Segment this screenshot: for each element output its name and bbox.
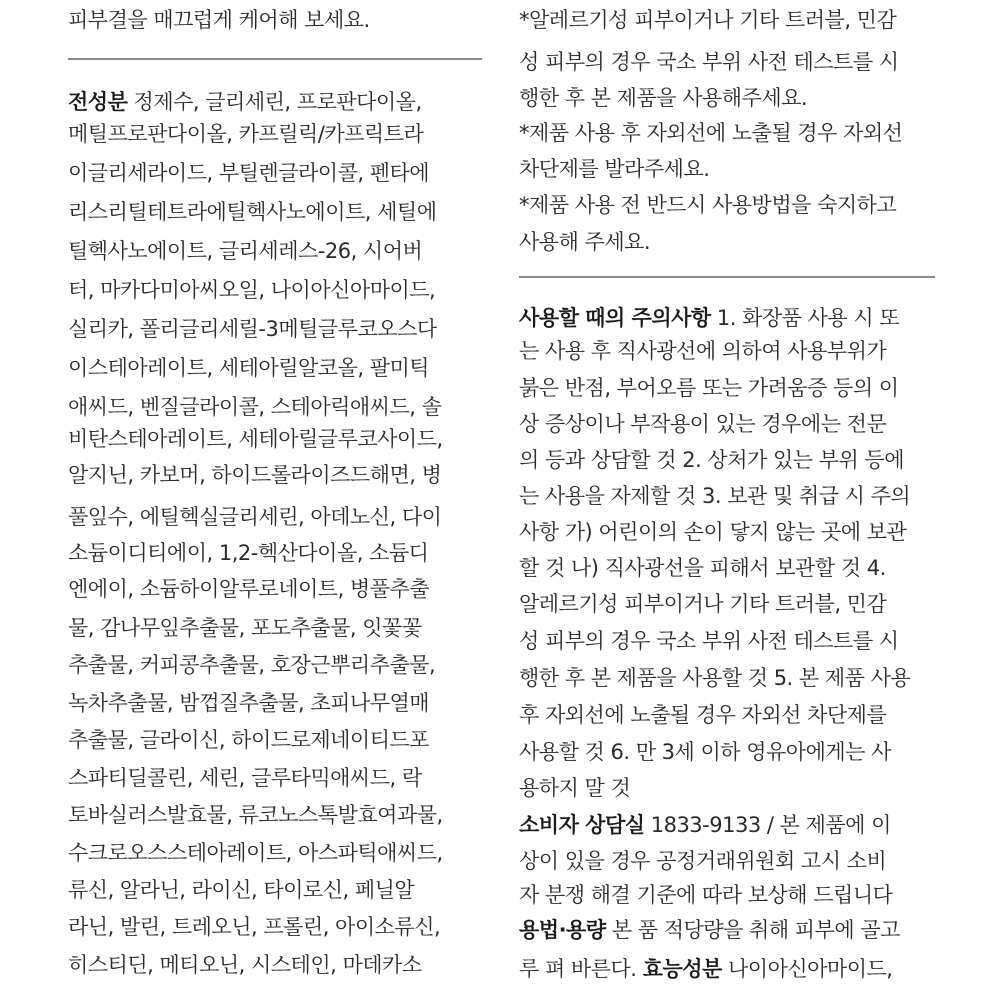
ingredients-line: 틸헥사노에이트, 글리세레스-26, 시어버 <box>68 239 423 263</box>
efficacy-text: 나이아신아마이드, <box>728 957 893 981</box>
caution-line: 의 등과 상담할 것 2. 상처가 있는 부위 등에 <box>519 448 905 472</box>
left-column <box>68 0 482 1000</box>
consumer-heading: 소비자 상담실 <box>519 813 645 837</box>
caution-line: 할 것 나) 직사광선을 피해서 보관할 것 4. <box>519 556 886 580</box>
consumer-line: 소비자 상담실 1833-9133 / 본 제품에 이 <box>519 813 891 837</box>
notice-line: 성 피부의 경우 국소 부위 사전 테스트를 시 <box>519 50 899 74</box>
consumer-line: 자 분쟁 해결 기준에 따라 보상해 드립니다 <box>519 883 893 907</box>
ingredients-line: 풀잎수, 에틸헥실글리세린, 아데노신, 다이 <box>68 505 442 529</box>
ingredients-line: 실리카, 폴리글리세릴-3메틸글루코오스다 <box>68 317 437 341</box>
notice-line: 차단제를 발라주세요. <box>519 157 710 181</box>
ingredients-line: 이스테아레이트, 세테아릴알코올, 팔미틱 <box>68 356 430 380</box>
caution-line: 붉은 반점, 부어오름 또는 가려움증 등의 이 <box>519 376 899 400</box>
ingredients-line: 라닌, 발린, 트레오닌, 프롤린, 아이소류신, <box>68 915 441 939</box>
ingredients-line: 물, 감나무잎추출물, 포도추출물, 잇꽃꽃 <box>68 616 422 640</box>
usage-line: 루 펴 바른다. 효능성분 나이아신아마이드, <box>519 957 893 981</box>
notice-line: 행한 후 본 제품을 사용해주세요. <box>519 86 808 110</box>
notice-line: *알레르기성 피부이거나 기타 트러블, 민감 <box>519 8 897 32</box>
ingredients-line: 소듐이디티에이, 1,2-헥산다이올, 소듐디 <box>68 541 429 565</box>
consumer-line: 상이 있을 경우 공정거래위원회 고시 소비 <box>519 849 887 873</box>
caution-line: 후 자외선에 노출될 경우 자외선 차단제를 <box>519 703 887 727</box>
ingredients-line: 류신, 알라닌, 라이신, 타이로신, 페닐알 <box>68 878 415 902</box>
caution-line: 사용할 때의 주의사항 1. 화장품 사용 시 또 <box>519 306 900 330</box>
ingredients-line: 이글리세라이드, 부틸렌글라이콜, 펜타에 <box>68 161 430 185</box>
ingredients-line: 애씨드, 벤질글라이콜, 스테아릭애씨드, 솔 <box>68 395 442 419</box>
usage-line: 용법·용량 본 품 적당량을 취해 피부에 골고 <box>519 918 900 942</box>
caution-line: 는 사용 후 직사광선에 의하여 사용부위가 <box>519 339 887 363</box>
ingredients-line: 녹차추출물, 밤껍질추출물, 초피나무열매 <box>68 691 430 715</box>
ingredients-line: 추출물, 커피콩추출물, 호장근뿌리추출물, <box>68 653 436 677</box>
caution-line: 용하지 말 것 <box>519 776 631 800</box>
ingredients-line: 비탄스테아레이트, 세테아릴글루코사이드, <box>68 427 443 451</box>
notice-line: *제품 사용 전 반드시 사용방법을 숙지하고 <box>519 193 897 217</box>
caution-heading: 사용할 때의 주의사항 <box>519 306 711 330</box>
ingredients-line: 추출물, 글라이신, 하이드로제네이티드포 <box>68 728 430 752</box>
caution-line: 사항 가) 어린이의 손이 닿지 않는 곳에 보관 <box>519 520 907 544</box>
ingredients-line: 수크로오스스테아레이트, 아스파틱애씨드, <box>68 841 443 865</box>
caution-line: 알레르기성 피부이거나 기타 트러블, 민감 <box>519 592 887 616</box>
ingredients-heading: 전성분 <box>68 90 128 114</box>
caution-line: 행한 후 본 제품을 사용할 것 5. 본 제품 사용 <box>519 666 911 690</box>
section-divider <box>68 58 482 60</box>
caution-line: 성 피부의 경우 국소 부위 사전 테스트를 시 <box>519 629 899 653</box>
efficacy-heading: 효능성분 <box>642 957 722 981</box>
caution-line: 상 증상이나 부작용이 있는 경우에는 전문 <box>519 412 887 436</box>
caution-line: 는 사용을 자제할 것 3. 보관 및 취급 시 주의 <box>519 484 911 508</box>
usage-heading: 용법·용량 <box>519 918 606 942</box>
ingredients-line: 알지닌, 카보머, 하이드롤라이즈드해면, 병 <box>68 463 442 487</box>
ingredients-line: 토바실러스발효물, 류코노스톡발효여과물, <box>68 803 443 827</box>
section-divider <box>519 276 935 278</box>
ingredients-line: 리스리틸테트라에틸헥사노에이트, 세틸에 <box>68 200 437 224</box>
ingredients-line: 메틸프로판다이올, 카프릴릭/카프릭트라 <box>68 122 424 146</box>
ingredients-line: 스파티딜콜린, 세린, 글루타믹애씨드, 락 <box>68 766 422 790</box>
ingredients-line: 엔에이, 소듐하이알루로네이트, 병풀추출 <box>68 577 430 601</box>
caution-line: 사용할 것 6. 만 3세 이하 영유아에게는 사 <box>519 740 891 764</box>
notice-line: 사용해 주세요. <box>519 230 651 254</box>
right-column <box>519 0 935 1000</box>
notice-line: *제품 사용 후 자외선에 노출될 경우 자외선 <box>519 121 903 145</box>
ingredients-line: 터, 마카다미아씨오일, 나이아신아마이드, <box>68 278 436 302</box>
ingredients-line: 전성분 정제수, 글리세린, 프로판다이올, <box>68 90 422 114</box>
ingredients-line: 히스티딘, 메티오닌, 시스테인, 마데카소 <box>68 953 422 977</box>
intro-text-line: 피부결을 매끄럽게 케어해 보세요. <box>68 8 370 32</box>
